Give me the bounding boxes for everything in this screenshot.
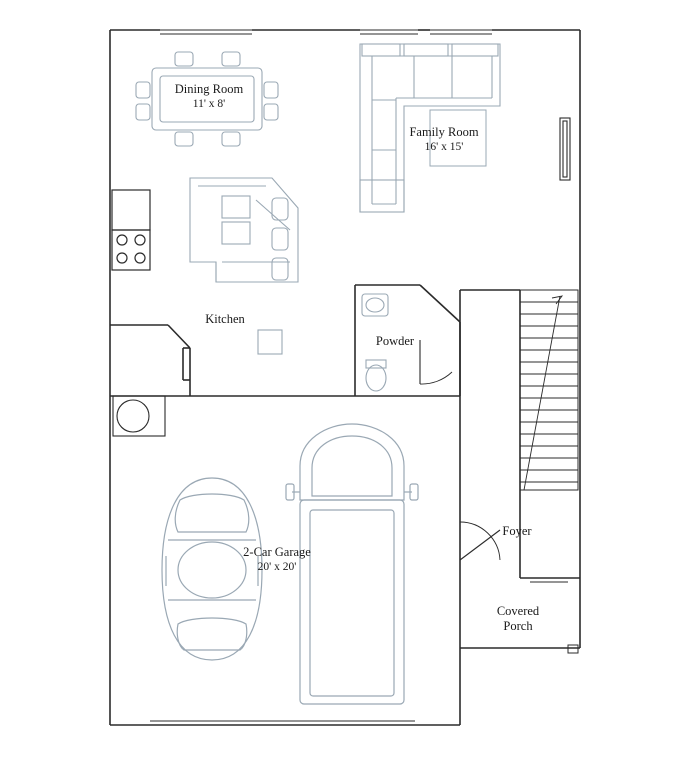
toilet-icon — [366, 360, 386, 391]
kitchen-counter-icon — [258, 330, 282, 354]
refrigerator-icon — [112, 190, 150, 230]
range-cooktop-icon — [112, 230, 150, 270]
room-name-porch: Covered — [496, 604, 540, 618]
kitchen-island-icon — [190, 178, 298, 282]
window-right-family — [560, 118, 570, 180]
car-icon — [162, 478, 262, 660]
water-heater-icon — [113, 396, 165, 436]
window-top-family-a — [360, 30, 418, 34]
sink-icon — [362, 294, 388, 316]
staircase-icon — [520, 290, 578, 490]
room-dims-dining: 11' x 8' — [192, 98, 226, 111]
second-vehicle-outline-icon — [286, 424, 418, 704]
room-dims-garage: 20' x 20' — [257, 561, 297, 574]
room-name-porch-line2: Porch — [503, 619, 533, 634]
dining-table-and-chairs-icon — [136, 52, 278, 146]
kitchen-wall-angle — [168, 325, 190, 348]
room-name-family: Family Room — [409, 125, 479, 139]
room-name-garage: 2-Car Garage — [243, 545, 311, 559]
room-name-dining: Dining Room — [174, 82, 244, 96]
window-top-family-b — [430, 30, 492, 34]
powder-door-swing — [420, 372, 452, 384]
window-top-dining — [160, 30, 252, 34]
front-door-swing — [460, 522, 500, 560]
area-rug-icon — [430, 110, 486, 166]
room-name-foyer: Foyer — [502, 524, 532, 538]
room-dims-family: 16' x 15' — [424, 141, 464, 154]
front-door-leaf — [460, 530, 500, 560]
room-name-kitchen: Kitchen — [205, 312, 245, 326]
room-name-powder: Powder — [375, 334, 415, 348]
bar-stools-icon — [272, 198, 288, 280]
interior-wall-powder-angle — [420, 285, 460, 322]
porch-step — [568, 645, 578, 653]
